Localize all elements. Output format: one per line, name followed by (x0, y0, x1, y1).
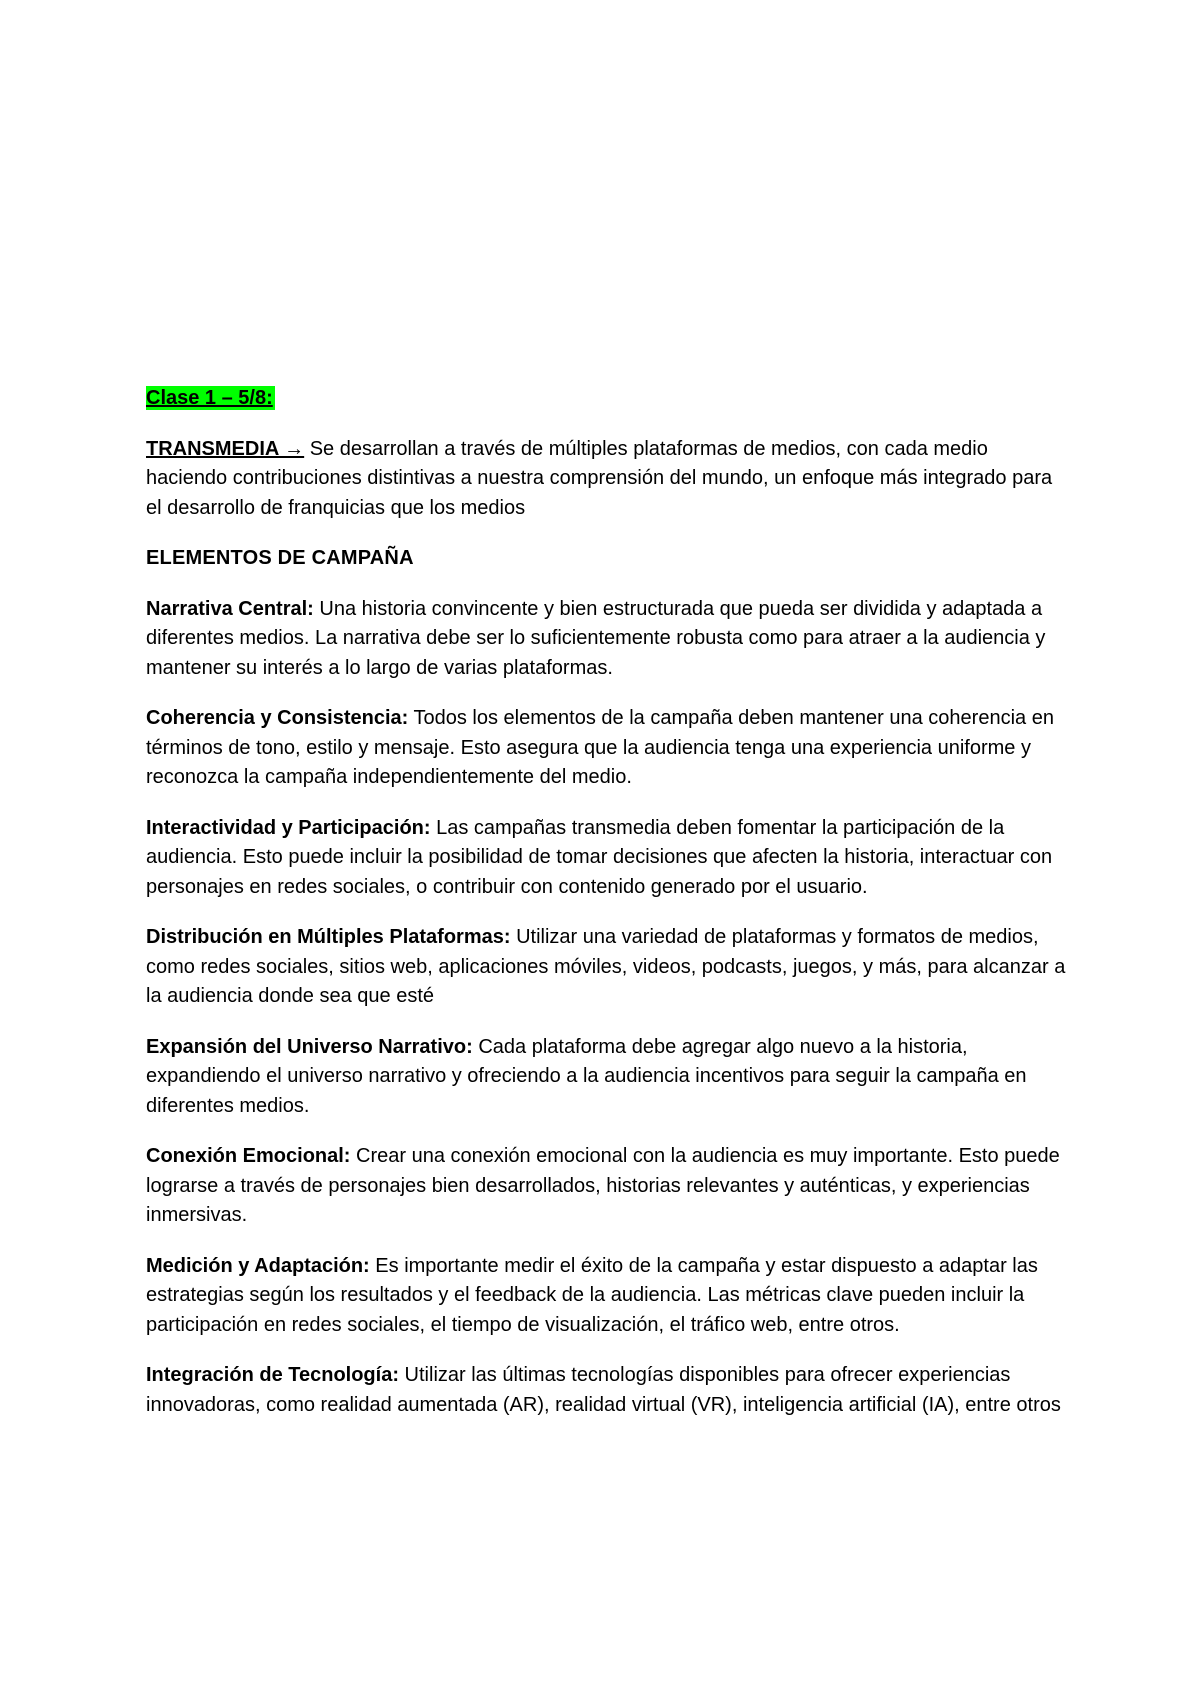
transmedia-paragraph (146, 435, 1066, 524)
element-term: Narrativa Central: (146, 597, 314, 620)
element-term: Conexión Emocional: (146, 1145, 351, 1167)
element-text: Las campañas transmedia deben fomentar la participación de la audiencia. Esto puede incluir la posibilidad de tomar decisiones que afecten la historia, interactuar con personajes en redes sociales, o contribuir con contenido generado por el usuario. (146, 816, 1053, 898)
class-heading-line (146, 384, 1066, 414)
element-narrativa-central (146, 595, 1066, 684)
element-term: Coherencia y Consistencia: (146, 707, 409, 729)
class-heading: Clase 1 – 5/8: (146, 387, 273, 409)
transmedia-term: TRANSMEDIA → (146, 437, 305, 460)
element-term: Distribución en Múltiples Plataformas: (146, 926, 511, 948)
section-title: ELEMENTOS DE CAMPAÑA (146, 547, 414, 569)
element-term: Integración de Tecnología: (146, 1364, 399, 1386)
element-distribucion (146, 923, 1066, 1012)
element-text: Cada plataforma debe agregar algo nuevo a la historia, expandiendo el universo narrativo y ofreciendo a la audiencia incentivos para seguir la campaña en diferentes medios. (146, 1035, 1027, 1117)
element-coherencia (146, 704, 1066, 793)
element-interactividad (146, 814, 1066, 903)
element-text: Utilizar una variedad de plataformas y formatos de medios, como redes sociales, sitios web, aplicaciones móviles, videos, podcasts, juegos, y más, para alcanzar a la audiencia donde sea que esté (146, 926, 1066, 1007)
element-conexion (146, 1142, 1066, 1231)
element-text: Es importante medir el éxito de la campaña y estar dispuesto a adaptar las estrategias según los resultados y el feedback de la audiencia. Las métricas clave pueden incluir la participación en redes sociales, el tiempo de visualización, el tráfico web, entre otros. (146, 1254, 1038, 1336)
element-text: Crear una conexión emocional con la audiencia es muy importante. Esto puede lograrse a través de personajes bien desarrollados, historias relevantes y auténticas, y experiencias inmersivas. (146, 1145, 1060, 1226)
element-expansion (146, 1033, 1066, 1122)
element-term: Medición y Adaptación: (146, 1254, 370, 1277)
document-page (146, 384, 1066, 1420)
element-term: Expansión del Universo Narrativo: (146, 1035, 473, 1058)
transmedia-text: Se desarrollan a través de múltiples plataformas de medios, con cada medio haciendo contribuciones distintivas a nuestra comprensión del mundo, un enfoque más integrado para el desarrollo de franquicias que los medios (146, 437, 1053, 519)
element-text: Todos los elementos de la campaña deben mantener una coherencia en términos de tono, estilo y mensaje. Esto asegura que la audiencia tenga una experiencia uniforme y reconozca la campaña independientemente del medio. (146, 707, 1054, 788)
element-text: Una historia convincente y bien estructurada que pueda ser dividida y adaptada a diferentes medios. La narrativa debe ser lo suficientemente robusta como para atraer a la audiencia y mantener su interés a lo largo de varias plataformas. (146, 597, 1046, 679)
element-term: Interactividad y Participación: (146, 816, 431, 839)
element-integracion (146, 1361, 1066, 1420)
element-medicion (146, 1252, 1066, 1341)
element-text: Utilizar las últimas tecnologías disponibles para ofrecer experiencias innovadoras, como realidad aumentada (AR), realidad virtual (VR), inteligencia artificial (IA), entre otros (146, 1364, 1061, 1416)
